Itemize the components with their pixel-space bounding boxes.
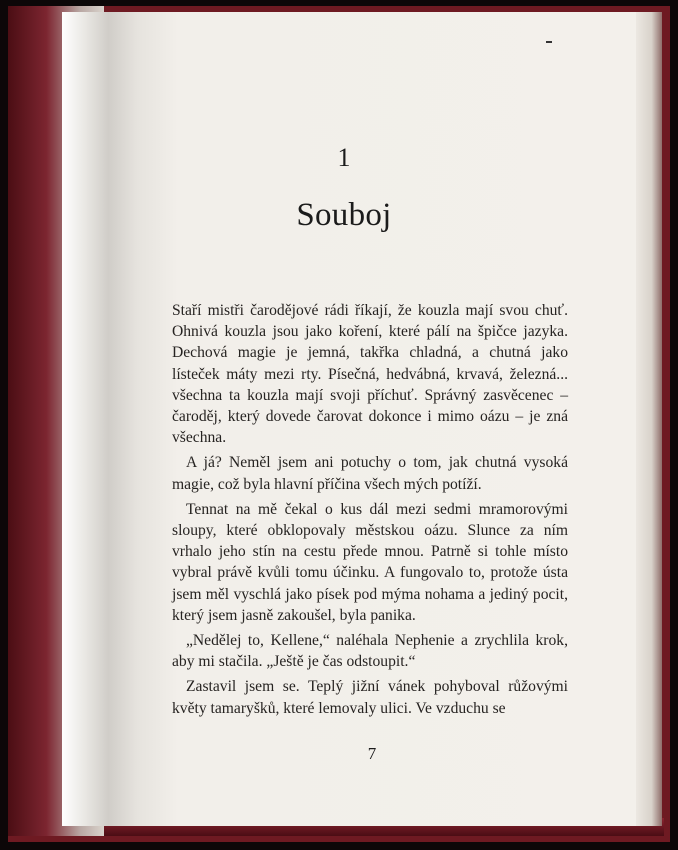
page-edge: [636, 12, 662, 826]
chapter-body: [172, 300, 568, 719]
chapter-number: 1: [337, 143, 351, 172]
page-number: 7: [367, 744, 377, 763]
paragraph: A já? Neměl jsem ani potuchy o tom, jak chutná vysoká magie, což byla hlavní příčina všech mých potíží.: [172, 454, 568, 493]
chapter-title: Souboj: [296, 197, 392, 233]
paragraph: Tennat na mě čekal o kus dál mezi sedmi mramorovými sloupy, které obklopovaly městskou oázu. Slunce za ním vrhalo jeho stín na cestu přede mnou. Patrně si tohle místo vybral právě kvůli tomu účinku. A fungovalo to, protože ústa jsem měl vyschlá jako písek pod mýma nohama a jediný pocit, který jsem jasně zakoušel, byla panika.: [172, 500, 568, 624]
print-mark: [546, 41, 552, 43]
paragraph: Zastavil jsem se. Teplý jižní vánek pohyboval růžovými květy tamaryšků, které lemovaly ulici. Ve vzduchu se: [172, 678, 568, 717]
paragraph: „Nedělej to, Kellene,“ naléhala Nephenie a zrychlila krok, aby mi stačila. „Ještě je čas odstoupit.“: [172, 632, 568, 671]
paragraph: Staří mistři čarodějové rádi říkají, že kouzla mají svou chuť. Ohnivá kouzla jsou jako koření, které pálí na špičce jazyka. Dechová magie je jemná, takřka chladná, a chutná jako lísteček máty mezi rty. Písečná, hedvábná, krvavá, železná... všechna ta kouzla mají svoji příchuť. Správný zasvěcenec – čaroděj, který dovede čarovat dokonce i mimo oázu – je zná všechna.: [172, 302, 568, 447]
